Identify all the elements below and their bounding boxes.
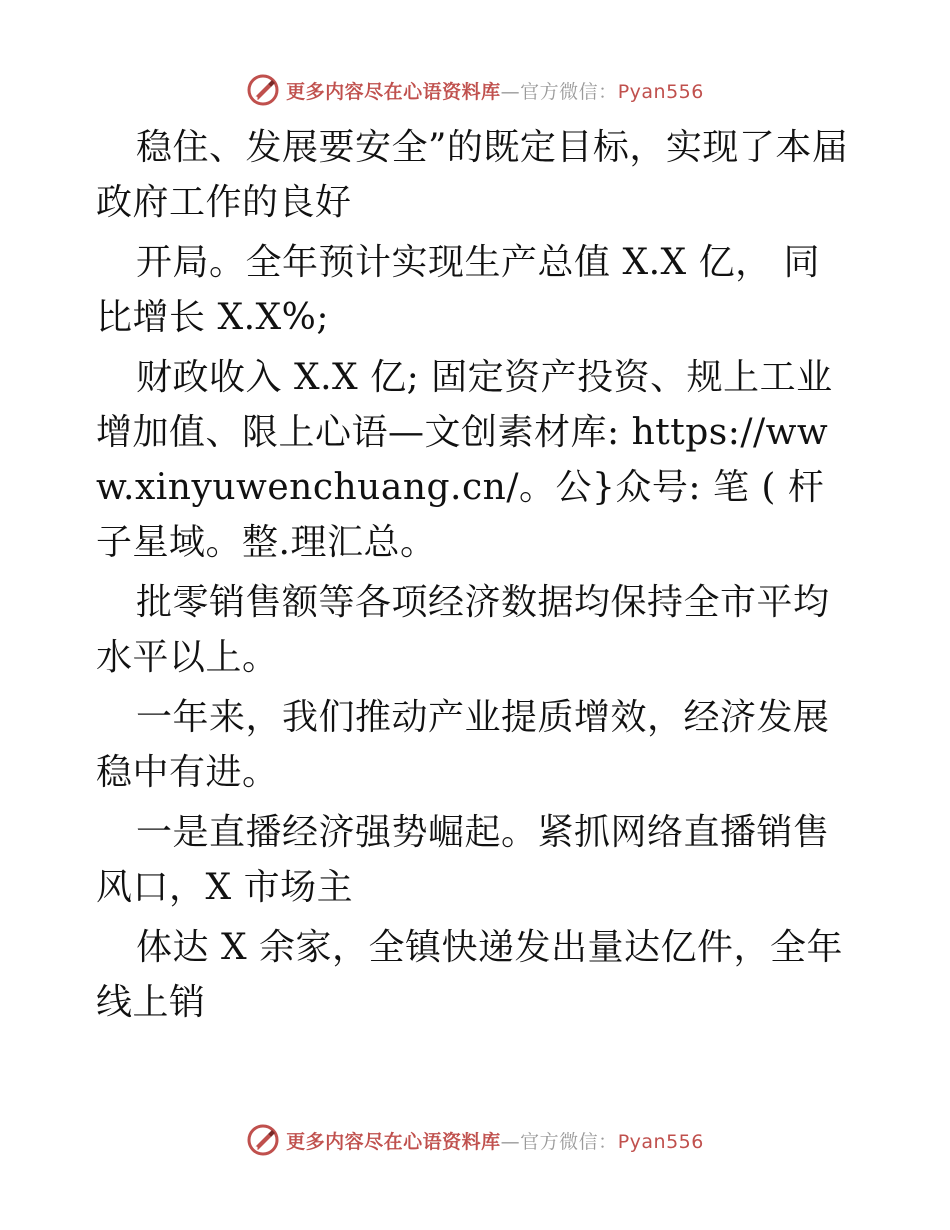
- paragraph: 财政收入 X.X 亿; 固定资产投资、规上工业增加值、限上心语—文创素材库: https://www.xinyuwenchuang.cn/。公}众号: 笔 ( 杆子星域。整.理汇总。: [96, 357, 833, 563]
- header-wechat-id: Pyan556: [617, 80, 704, 103]
- pen-logo-icon: [246, 1123, 280, 1157]
- header-text: [286, 77, 704, 104]
- paragraph: 一年来，我们推动产业提质增效，经济发展稳中有进。: [96, 697, 830, 793]
- header-site-text: 更多内容尽在心语资料库: [286, 80, 501, 103]
- header-banner: [0, 70, 950, 110]
- footer-dash: —: [500, 1130, 521, 1153]
- footer-banner-inner: [246, 1123, 704, 1157]
- pen-logo-icon: [246, 73, 280, 107]
- footer-banner: [0, 1120, 950, 1160]
- paragraph: 一是直播经济强势崛起。紧抓网络直播销售风口，X 市场主: [96, 812, 830, 908]
- header-banner-inner: [246, 73, 704, 107]
- footer-text: [286, 1127, 704, 1154]
- paragraph: 批零销售额等各项经济数据均保持全市平均水平以上。: [96, 582, 830, 678]
- header-official-label: 官方微信：: [520, 80, 618, 103]
- footer-official-label: 官方微信：: [520, 1130, 618, 1153]
- paragraph: 开局。全年预计实现生产总值 X.X 亿， 同比增长 X.X%;: [96, 242, 821, 338]
- paragraph: 体达 X 余家，全镇快递发出量达亿件，全年线上销: [96, 927, 844, 1023]
- header-dash: —: [500, 80, 521, 103]
- footer-site-text: 更多内容尽在心语资料库: [286, 1130, 501, 1153]
- document-body: [96, 120, 856, 1035]
- paragraph: 稳住、发展要安全”的既定目标，实现了本届政府工作的良好: [96, 127, 849, 223]
- footer-wechat-id: Pyan556: [617, 1130, 704, 1153]
